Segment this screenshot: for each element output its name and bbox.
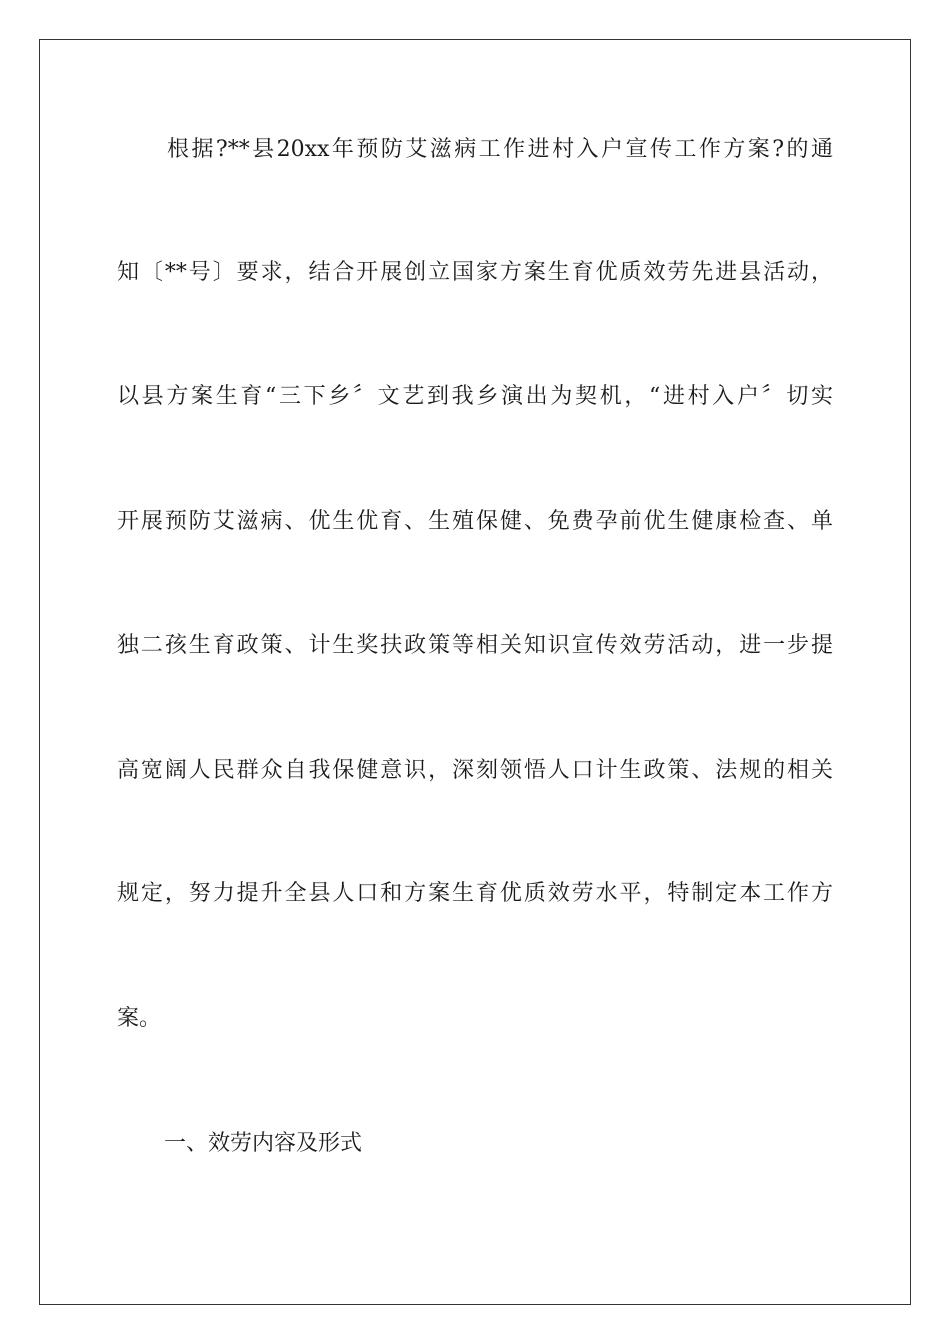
paragraph-line-1: 根据?**县20xx年预防艾滋病工作进村入户宣传工作方案?的通 — [167, 137, 833, 162]
paragraph-line-5: 独二孩生育政策、计生奖扶政策等相关知识宣传效劳活动，进一步提 — [117, 633, 833, 658]
paragraph-line-4: 开展预防艾滋病、优生优育、生殖保健、免费孕前优生健康检查、单 — [117, 509, 833, 534]
page-frame — [39, 39, 911, 1305]
paragraph-line-2: 知〔**号〕要求，结合开展创立国家方案生育优质效劳先进县活动， — [117, 260, 833, 285]
paragraph-line-8: 案。 — [117, 1006, 162, 1031]
paragraph-line-7: 规定，努力提升全县人口和方案生育优质效劳水平，特制定本工作方 — [117, 881, 833, 906]
paragraph-line-6: 高宽阔人民群众自我保健意识，深刻领悟人口计生政策、法规的相关 — [117, 758, 833, 783]
paragraph-line-3: 以县方案生育“三下乡〞文艺到我乡演出为契机，“进村入户〞切实 — [117, 384, 833, 409]
section-heading: 一、效劳内容及形式 — [164, 1131, 363, 1156]
